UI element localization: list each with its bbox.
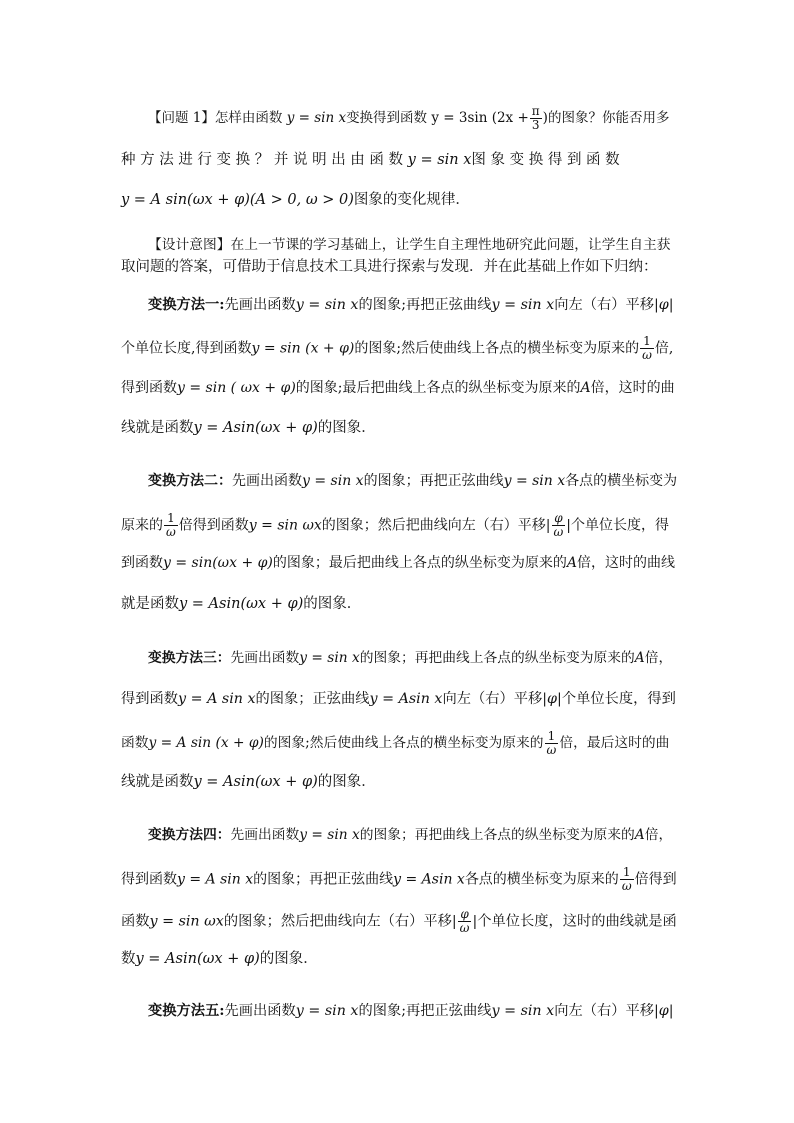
method-2-line-3: 到函数y = sin(ωx + φ)的图象；最后把曲线上各点的纵坐标变为原来的A倍，这时的曲线 <box>121 555 676 571</box>
method-4-line-3: 函数y = sin ωx的图象；然后把曲线向左（右）平移| $\frac{\varphi}{\omega}$ |个单位长度，这时的曲线就是函 <box>121 907 677 935</box>
fraction: $\frac{1}{\omega}$ <box>546 729 557 757</box>
formula: y = sin x <box>407 152 472 168</box>
fraction: $\frac{\varphi}{\omega}$ <box>459 907 470 935</box>
formula: y = 3sin (2x + <box>431 110 529 126</box>
method-1-line-1: 变换方法一:先画出函数y = sin x的图象;再把正弦曲线y = sin x向左（右）平移|φ| <box>148 297 674 313</box>
method-3-line-1: 变换方法三：先画出函数y = sin x的图象；再把曲线上各点的纵坐标变为原来的A倍， <box>148 650 673 666</box>
design-tag: 【设计意图】 <box>148 237 231 253</box>
method-title: 变换方法一: <box>148 297 225 313</box>
method-3-line-4: 线就是函数y = Asin(ωx + φ)的图象． <box>121 774 376 790</box>
method-title: 变换方法四： <box>148 827 231 843</box>
fraction: $\frac{1}{\omega}$ <box>166 511 176 539</box>
method-1-line-3: 得到函数y = sin ( ωx + φ)的图象;最后把曲线上各点的纵坐标变为原来的A倍，这时的曲 <box>121 380 675 396</box>
method-4-line-1: 变换方法四：先画出函数y = sin x的图象；再把曲线上各点的纵坐标变为原来的A倍， <box>148 827 673 843</box>
method-2-line-2: 原来的 $\frac{1}{\omega}$ 倍得到函数y = sin ωx的图象；然后把曲线向左（右）平移| $\frac{\varphi}{\omega}$ |个单位长度，得 <box>121 511 670 539</box>
problem-line-3: y = A sin(ωx + φ)(A > 0, ω > 0)图象的变化规律． <box>121 192 470 208</box>
method-4-line-2: 得到函数y = A sin x的图象；再把正弦曲线y = Asin x各点的横坐标变为原来的 $\frac{1}{\omega}$ 倍得到 <box>121 865 677 893</box>
fraction: $\frac{\varphi}{\omega}$ <box>553 511 564 539</box>
formula: y = A sin(ωx + φ)(A > 0, ω > 0) <box>121 192 354 208</box>
problem-tag: 【问题 1】 <box>148 110 215 126</box>
fraction: $\frac{1}{\omega}$ <box>621 865 632 893</box>
method-title: 变换方法五: <box>148 1003 225 1019</box>
fraction: $\frac{1}{\omega}$ <box>642 334 652 362</box>
method-title: 变换方法三： <box>148 650 231 666</box>
method-3-line-2: 得到函数y = A sin x的图象；正弦曲线y = Asin x向左（右）平移|φ|个单位长度，得到 <box>121 691 676 707</box>
method-2-line-1: 变换方法二：先画出函数y = sin x的图象；再把正弦曲线y = sin x各点的横坐标变为 <box>148 473 678 489</box>
method-4-line-4: 数y = Asin(ωx + φ)的图象． <box>121 951 318 967</box>
formula: y = sin x <box>286 110 347 126</box>
fraction: $\frac{\pi}{3}$ <box>531 104 540 132</box>
design-line-1: 【设计意图】在上一节课的学习基础上，让学生自主理性地研究此问题，让学生自主获 <box>148 237 671 253</box>
design-line-2: 取问题的答案，可借助于信息技术工具进行探索与发现．并在此基础上作如下归纳： <box>121 259 658 275</box>
method-3-line-3: 函数y = A sin (x + φ)的图象;然后使曲线上各点的横坐标变为原来的 $\frac{1}{\omega}$ 倍，最后这时的曲 <box>121 729 670 757</box>
method-title: 变换方法二： <box>148 473 232 489</box>
problem-line-2: 种 方 法 进 行 变 换 ？ 并 说 明 出 由 函 数 y = sin x图 象 变 换 得 到 函 数 <box>121 152 620 168</box>
problem-line-1: 【问题 1】怎样由函数 y = sin x变换得到函数 y = 3sin (2x + $\frac{\pi}{3}$ )的图象？你能否用多 <box>148 104 670 132</box>
method-1-line-2: 个单位长度,得到函数y = sin (x + φ)的图象;然后使曲线上各点的横坐标变为原来的 $\frac{1}{\omega}$ 倍, <box>121 334 674 362</box>
method-5-line-1: 变换方法五:先画出函数y = sin x的图象;再把正弦曲线y = sin x向左（右）平移|φ| <box>148 1003 674 1019</box>
method-2-line-4: 就是函数y = Asin(ωx + φ)的图象． <box>121 596 362 612</box>
method-1-line-4: 线就是函数y = Asin(ωx + φ)的图象． <box>121 420 376 436</box>
